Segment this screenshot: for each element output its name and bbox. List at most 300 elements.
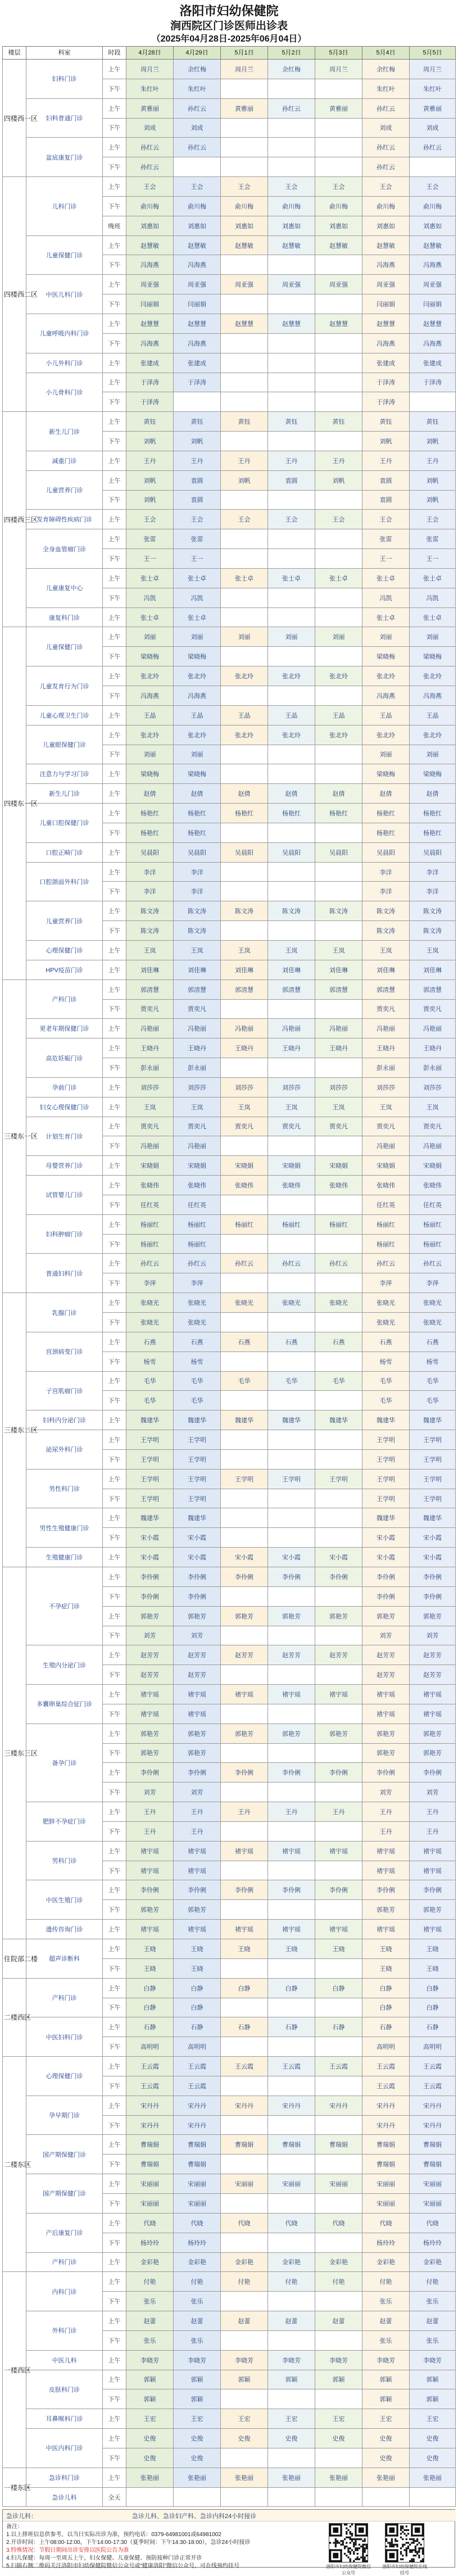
period-cell: 上午 [103,510,126,529]
doctor-cell: 郭艳芳 [221,1724,268,1743]
doctor-cell: 宋晓娟 [410,1156,456,1176]
qr-module [346,2524,347,2525]
doctor-cell [315,999,362,1019]
doctor-cell: 孙红云 [221,1254,268,1273]
qr-module [409,2544,411,2546]
doctor-cell: 曹瑞娟 [362,2155,410,2174]
schedule-row [3,510,456,529]
doctor-cell: 俞川梅 [221,196,268,216]
doctor-cell: 张乐 [174,2292,221,2311]
qr-module [350,2560,351,2562]
doctor-cell: 褚宇瑶 [126,1685,174,1704]
dept-cell: 试管婴儿门诊 [26,1176,103,1215]
schedule-row [3,412,456,432]
doctor-cell: 杨艳红 [174,823,221,842]
doctor-cell [268,1783,315,1802]
qr-module [346,2533,347,2534]
doctor-cell: 毛华 [126,1391,174,1411]
qr-module [333,2553,338,2559]
dept-cell: 急诊儿科 [26,2487,103,2507]
doctor-cell [315,1058,362,1078]
doctor-cell: 褚宇瑶 [362,1704,410,1724]
doctor-cell: 褚宇瑶 [268,1841,315,1861]
doctor-cell: 李伶俐 [362,1880,410,1900]
doctor-cell: 冯艳丽 [410,1136,456,1156]
period-cell: 下午 [103,2115,126,2135]
doctor-cell: 冯艳丽 [126,1019,174,1038]
col-day-7: 5月5日 [410,47,456,60]
qr-module [362,2549,364,2551]
doctor-cell: 王宏 [126,2409,174,2429]
qr-module [364,2538,366,2540]
dept-cell: 儿科门诊 [26,177,103,236]
doctor-cell [221,1489,268,1508]
qr-module [393,2544,394,2546]
doctor-cell: 史俊 [126,2448,174,2468]
qr-module [346,2531,347,2533]
doctor-cell [315,862,362,882]
doctor-cell: 赵慧敏 [315,235,362,255]
doctor-cell: 张晓光 [362,1313,410,1332]
doctor-cell [221,921,268,941]
doctor-cell: 赵慧慧 [362,314,410,333]
doctor-cell: 王晶 [315,705,362,725]
doctor-cell [268,1273,315,1293]
doctor-cell: 石燕 [126,1332,174,1352]
doctor-cell: 杨丽红 [126,1214,174,1234]
doctor-cell: 王学明 [174,1449,221,1469]
doctor-cell: 冯艳丽 [221,1019,268,1038]
qr-module [364,2540,366,2542]
doctor-cell: 王宏 [315,2409,362,2429]
doctor-cell: 王丹 [126,1802,174,1822]
doctor-cell: 梁晓梅 [410,647,456,666]
period-cell: 上午 [103,2135,126,2155]
doctor-cell [315,333,362,353]
doctor-cell [221,2155,268,2174]
doctor-cell: 曹瑞娟 [126,2135,174,2155]
doctor-cell: 王宏 [268,2409,315,2429]
doctor-cell: 郭艳芳 [410,1900,456,1920]
doctor-cell [174,392,221,412]
period-cell: 下午 [103,2448,126,2468]
doctor-cell: 张士卓 [174,568,221,588]
doctor-cell [268,118,315,138]
dept-cell: 小儿骨科门诊 [26,373,103,412]
doctor-cell: 高明明 [174,2037,221,2057]
qr-module [344,2553,346,2555]
doctor-cell: 张艳丽 [410,2468,456,2487]
qr-module [396,2540,398,2542]
doctor-cell: 郭艳芳 [174,1724,221,1743]
dept-cell: 儿童发育行为门诊 [26,666,103,706]
doctor-cell: 刘丽 [268,627,315,647]
doctor-cell [221,138,268,157]
qr-module [396,2549,398,2562]
emergency-label: 急诊儿科： [6,2513,37,2520]
schedule-row [3,960,456,979]
period-cell: 上午 [103,529,126,549]
doctor-cell: 赵慧敏 [174,235,221,255]
doctor-cell: 金彩艳 [221,2252,268,2272]
doctor-cell: 刘丽 [221,627,268,647]
period-cell: 下午 [103,79,126,98]
doctor-cell [268,1313,315,1332]
qr-module [359,2527,364,2533]
doctor-cell [410,157,456,177]
doctor-cell: 石燕 [221,1332,268,1352]
dept-cell: 中医生殖门诊 [26,1880,103,1920]
schedule-row [3,1841,456,1861]
qr-module [333,2542,334,2543]
doctor-cell: 黄雅丽 [126,98,174,118]
qr-module [402,2538,403,2540]
dept-cell: 儿童保健门诊 [26,627,103,666]
qr-module [407,2529,409,2531]
doctor-cell [221,294,268,314]
doctor-cell: 王一 [126,549,174,569]
doctor-cell: 王宏 [410,2409,456,2429]
doctor-cell: 刘惠如 [174,216,221,235]
qr-code-icon [329,2524,368,2562]
doctor-cell: 郭艳芳 [126,1900,174,1920]
dept-cell: 生殖内分泌门诊 [26,1645,103,1685]
qr-module [335,2538,337,2540]
doctor-cell: 毛华 [126,1371,174,1391]
qr-module [386,2549,398,2551]
schedule-row [3,2017,456,2037]
doctor-cell: 曹瑞娟 [126,2155,174,2174]
qr-module [394,2540,396,2542]
note-line: 5.扫描右侧二维码关注洛阳市妇幼保健院微信公众号或“健康洛阳”微信公众号，可在线预约挂号 [6,2563,239,2569]
doctor-cell: 贾奕凡 [410,999,456,1019]
doctor-cell: 吴晨阳 [126,842,174,862]
doctor-cell: 郭艳芳 [174,1606,221,1626]
doctor-cell: 李伶俐 [410,1763,456,1783]
doctor-cell: 吴晨阳 [410,842,456,862]
qr-module [353,2538,355,2540]
doctor-cell: 毛华 [410,1371,456,1391]
doctor-cell: 陈文涛 [362,921,410,941]
doctor-cell [268,157,315,177]
doctor-cell [268,1430,315,1450]
dept-cell: 计划生育门诊 [26,1117,103,1156]
col-day-4: 5月2日 [268,47,315,60]
doctor-cell: 王晓 [362,1958,410,1978]
dept-cell: 乳腺门诊 [26,1293,103,1332]
doctor-cell [315,588,362,607]
schedule-row [3,2057,456,2076]
doctor-cell: 宋小霞 [410,1528,456,1548]
schedule-row [3,1156,456,1176]
doctor-cell [268,1352,315,1371]
doctor-cell: 宋小霞 [126,1548,174,1567]
doctor-cell: 李萍 [362,1273,410,1293]
doctor-cell: 杨艳红 [221,804,268,823]
doctor-cell: 代晓 [315,2213,362,2233]
qr-wechat [329,2523,368,2563]
schedule-row [3,1978,456,1998]
qr-module [400,2547,402,2549]
qr-module [340,2544,342,2546]
qr-module [422,2549,424,2551]
qr-module [347,2529,349,2531]
doctor-cell: 宋小霞 [315,1548,362,1567]
doctor-cell: 张晓光 [221,1293,268,1313]
qr-module [362,2560,364,2562]
doctor-cell [315,921,362,941]
doctor-cell [221,392,268,412]
doctor-cell: 赵蕾 [174,2311,221,2331]
doctor-cell: 冯艳丽 [174,1019,221,1038]
doctor-cell: 李晓芳 [268,2350,315,2370]
doctor-cell: 张晓光 [126,1313,174,1332]
schedule-row [3,2272,456,2292]
doctor-cell: 赵倩 [174,784,221,804]
doctor-cell: 褚宇瑶 [126,1861,174,1880]
period-cell: 上午 [103,1411,126,1430]
doctor-cell [221,1704,268,1724]
doctor-cell [315,1958,362,1978]
schedule-row [3,2409,456,2429]
doctor-cell: 张乐 [126,2330,174,2350]
doctor-cell [268,862,315,882]
doctor-cell: 张北玲 [410,725,456,745]
doctor-cell: 陈文涛 [126,921,174,941]
qr-module [422,2559,424,2560]
doctor-cell: 黄钰 [268,412,315,432]
doctor-cell: 王岚 [174,940,221,960]
doctor-cell: 张乐 [174,2330,221,2350]
floor-cell: 一楼西区 [3,2272,26,2468]
doctor-cell: 张北玲 [268,725,315,745]
col-floor: 楼层 [3,47,26,60]
doctor-cell: 杨玲玲 [410,2233,456,2252]
period-cell: 上午 [103,1939,126,1959]
qr-module [342,2542,344,2543]
doctor-cell: 刘惠如 [126,216,174,235]
doctor-cell: 宋丹丹 [362,2115,410,2135]
doctor-cell [221,607,268,627]
doctor-cell [362,2487,410,2507]
doctor-cell: 张乐 [126,2292,174,2311]
doctor-cell: 王晓 [126,1958,174,1978]
doctor-cell: 梁晓梅 [126,647,174,666]
doctor-cell: 赵慧敏 [410,235,456,255]
doctor-cell: 杨丽红 [268,1214,315,1234]
qr-module [346,2546,347,2547]
doctor-cell: 宋丽丽 [174,2193,221,2213]
qr-module [386,2538,387,2540]
doctor-cell: 赵慧慧 [315,314,362,333]
doctor-cell [268,373,315,392]
dept-cell: 高危妊娠门诊 [26,1038,103,1078]
schedule-row [3,373,456,392]
period-cell: 下午 [103,392,126,412]
doctor-cell: 周亚强 [126,275,174,294]
doctor-cell: 赵芳芳 [126,1665,174,1685]
doctor-cell: 彭永丽 [410,1058,456,1078]
doctor-cell: 郭艳芳 [126,1743,174,1763]
doctor-cell: 杨雪 [410,1352,456,1371]
qr-module [359,2559,360,2560]
doctor-cell: 石静 [268,2017,315,2037]
doctor-cell: 王云霞 [174,2076,221,2096]
doctor-cell: 赵慧敏 [221,235,268,255]
dept-cell: 全身血管瘤门诊 [26,529,103,569]
doctor-cell: 彭永丽 [174,1058,221,1078]
doctor-cell [221,647,268,666]
period-cell: 上午 [103,1117,126,1136]
qr-module [329,2560,342,2562]
doctor-cell: 高明明 [410,2037,456,2057]
dept-cell: 口腔颌面外科门诊 [26,862,103,901]
doctor-cell: 杨丽红 [315,1214,362,1234]
doctor-cell: 褚宇瑶 [126,1841,174,1861]
doctor-cell: 赵蕾 [221,2311,268,2331]
doctor-cell: 李伶俐 [362,1567,410,1586]
doctor-cell: 王晓 [174,1958,221,1978]
period-cell: 下午 [103,882,126,901]
doctor-cell [315,686,362,706]
qr-module [342,2544,344,2546]
doctor-cell: 李萍 [174,1273,221,1293]
doctor-cell: 王一 [174,549,221,569]
doctor-cell [221,1273,268,1293]
period-cell: 下午 [103,1528,126,1548]
period-cell: 下午 [103,2389,126,2409]
period-cell: 上午 [103,1763,126,1783]
doctor-cell: 宋丹丹 [126,2115,174,2135]
qr-module [415,2551,416,2553]
doctor-cell: 闫丽娟 [410,294,456,314]
doctor-cell: 李晓芳 [221,2350,268,2370]
doctor-cell: 付艳 [126,2272,174,2292]
dept-cell: 儿童保健门诊 [26,235,103,275]
doctor-cell: 王晓丹 [315,1038,362,1058]
period-cell: 下午 [103,1900,126,1920]
doctor-cell [315,2037,362,2057]
doctor-cell [315,549,362,569]
doctor-cell: 杨艳红 [126,823,174,842]
qr-module [353,2542,355,2543]
doctor-cell: 于泽涛 [410,373,456,392]
period-cell: 上午 [103,2174,126,2194]
schedule-row [3,1567,456,1586]
qr-module [407,2542,409,2543]
qr-module [411,2560,412,2562]
doctor-cell: 杨艳红 [126,804,174,823]
qr-module [391,2544,393,2546]
doctor-cell: 金彩艳 [268,2252,315,2272]
schedule-row [3,1371,456,1391]
doctor-cell: 余红梅 [174,60,221,79]
doctor-cell: 郭清慧 [174,979,221,999]
qr-module [411,2549,412,2551]
period-cell: 晚班 [103,216,126,235]
qr-module [359,2544,360,2546]
schedule-row [3,2213,456,2233]
doctor-cell: 王云霞 [268,2057,315,2076]
doctor-cell [315,1508,362,1528]
doctor-cell: 张雷 [174,529,221,549]
floor-cell: 三楼东三区 [3,1567,26,1939]
dept-cell: 宫颈病变门诊 [26,1332,103,1371]
qr-module [357,2547,359,2549]
doctor-cell [268,2037,315,2057]
col-day-1: 4月28日 [126,47,174,60]
period-cell: 下午 [103,1861,126,1880]
qr-module [413,2549,415,2551]
doctor-cell [410,392,456,412]
qr-module [355,2559,356,2560]
schedule-row [3,705,456,725]
doctor-cell [221,882,268,901]
qr-module [422,2551,424,2553]
doctor-cell: 王学明 [362,1469,410,1489]
doctor-cell: 宋丹丹 [315,2096,362,2115]
doctor-cell [221,999,268,1019]
doctor-cell: 赵慧敏 [362,235,410,255]
period-cell: 上午 [103,235,126,255]
qr-module [362,2540,364,2542]
doctor-cell: 郭颖 [410,2389,456,2409]
period-cell: 上午 [103,2311,126,2331]
doctor-cell: 刘芳 [362,1783,410,1802]
doctor-cell [268,1391,315,1411]
doctor-cell: 史俊 [221,2429,268,2448]
doctor-cell: 朱红叶 [410,79,456,98]
period-cell: 上午 [103,353,126,373]
doctor-cell: 刘莎莎 [126,1077,174,1097]
doctor-cell [221,490,268,510]
doctor-cell: 白静 [126,1998,174,2017]
doctor-cell: 郭颖 [221,2370,268,2389]
doctor-cell: 郭艳芳 [268,1606,315,1626]
doctor-cell: 魏建华 [362,1508,410,1528]
doctor-cell [315,2487,362,2507]
doctor-cell: 冯海燕 [362,333,410,353]
period-cell: 下午 [103,1626,126,1645]
doctor-cell: 黄雅丽 [315,98,362,118]
qr-module [394,2544,396,2546]
doctor-cell: 王岚 [268,1097,315,1117]
qr-module [366,2547,368,2549]
doctor-cell [268,1704,315,1724]
doctor-cell: 于泽涛 [362,373,410,392]
qr-module [420,2547,422,2549]
dept-cell: 产后康复门诊 [26,2213,103,2252]
doctor-cell: 宋丽丽 [126,2174,174,2194]
doctor-cell [268,2233,315,2252]
doctor-cell: 张士卓 [315,568,362,588]
doctor-cell [315,529,362,549]
doctor-cell: 赵倩 [126,784,174,804]
qr-module [353,2560,355,2562]
doctor-cell: 刘惠如 [268,216,315,235]
doctor-cell: 张乐 [410,2292,456,2311]
doctor-cell: 冯艳丽 [362,1019,410,1038]
doctor-cell [315,764,362,784]
doctor-cell [268,999,315,1019]
qr-module [389,2527,394,2533]
dept-cell: 母婴营养门诊 [26,1156,103,1176]
floor-cell: 一楼东区 [3,2468,26,2507]
doctor-cell [221,1234,268,1254]
doctor-cell: 冯海燕 [126,686,174,706]
doctor-cell [221,255,268,275]
floor-cell: 四楼东一区 [3,627,26,979]
